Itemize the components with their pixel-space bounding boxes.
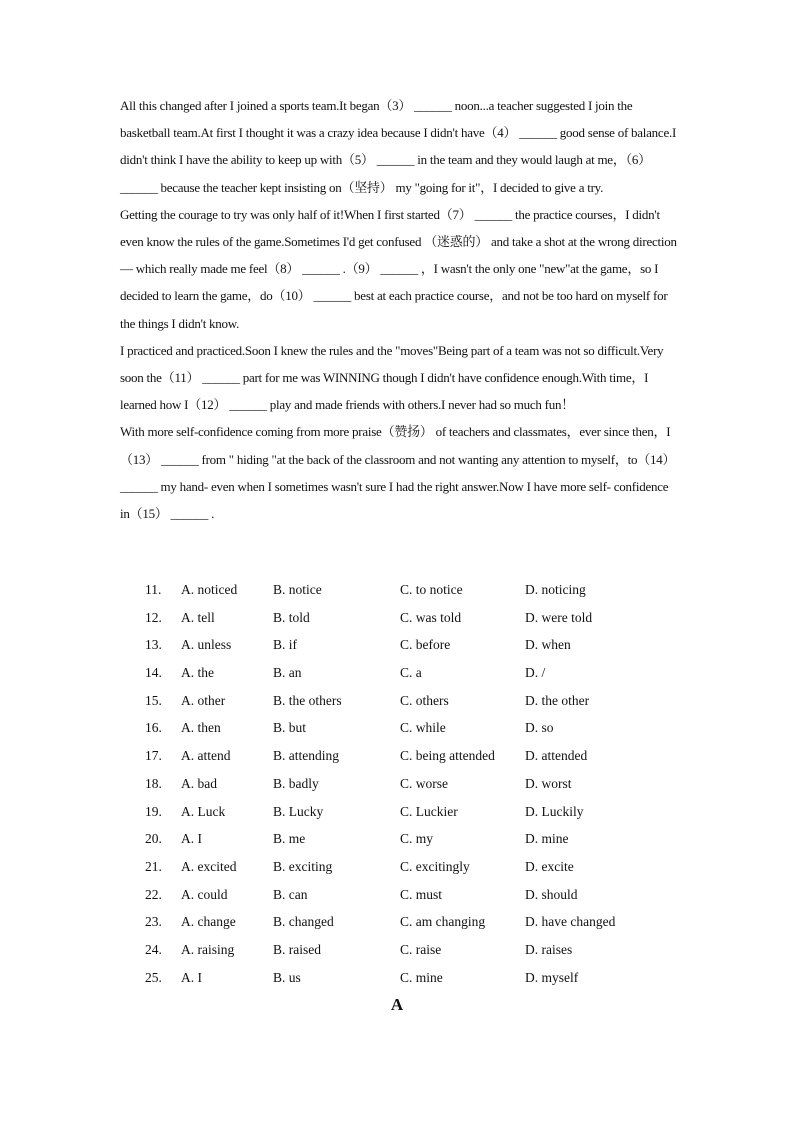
question-number: 24. xyxy=(145,941,162,957)
option-c: C. to notice xyxy=(400,582,463,597)
option-c: C. raise xyxy=(400,941,442,957)
question-row xyxy=(145,631,705,659)
option-d: D. worst xyxy=(525,775,572,791)
option-d: D. Luckily xyxy=(525,803,584,819)
option-d: D. were told xyxy=(525,609,593,625)
option-c: C. a xyxy=(400,665,422,681)
option-a: A. raising xyxy=(181,941,235,957)
reading-passage xyxy=(120,92,680,527)
option-c: C. while xyxy=(400,720,446,736)
option-a: A. other xyxy=(181,692,226,708)
option-c: C. am changing xyxy=(400,914,486,930)
option-b: B. me xyxy=(273,831,306,847)
question-row xyxy=(145,825,705,853)
option-b: B. badly xyxy=(273,775,319,791)
question-number: 25. xyxy=(145,969,162,985)
question-number: 22. xyxy=(145,886,162,902)
question-number: 11. xyxy=(145,582,162,597)
option-d: D. the other xyxy=(525,692,590,708)
question-row xyxy=(145,742,705,770)
option-d: D. attended xyxy=(525,748,588,764)
option-a: A. I xyxy=(181,969,202,985)
option-a: A. then xyxy=(181,720,221,736)
option-a: A. tell xyxy=(181,609,215,625)
question-number: 18. xyxy=(145,775,162,791)
option-c: C. before xyxy=(400,637,451,653)
option-d: D. have changed xyxy=(525,914,616,930)
question-row xyxy=(145,770,705,798)
question-row xyxy=(145,936,705,964)
option-a: A. change xyxy=(181,914,236,930)
question-number: 20. xyxy=(145,831,162,847)
option-d: D. raises xyxy=(525,941,573,957)
question-number: 14. xyxy=(145,665,162,681)
option-d: D. so xyxy=(525,720,554,736)
option-b: B. an xyxy=(273,665,302,681)
option-d: D. excite xyxy=(525,858,574,874)
question-number: 16. xyxy=(145,720,162,736)
question-row xyxy=(145,604,705,632)
question-number: 15. xyxy=(145,692,162,708)
option-b: B. Lucky xyxy=(273,803,324,819)
question-row xyxy=(145,714,705,742)
option-a: A. attend xyxy=(181,748,231,764)
passage-paragraph: I practiced and practiced.Soon I knew the rules and the "moves"Being part of a team was not so difficult.Very soon the（11） ______ part for me was WINNING though I didn't have confidence enough.With time，I learned how I（12） ______ play and made friends with others.I never had so much fun！ xyxy=(120,342,664,413)
question-row xyxy=(145,659,705,687)
question-row xyxy=(145,853,705,881)
option-b: B. exciting xyxy=(273,858,333,874)
option-b: B. us xyxy=(273,969,301,985)
option-b: B. told xyxy=(273,609,310,625)
option-c: C. was told xyxy=(400,609,462,625)
question-number: 13. xyxy=(145,637,162,653)
passage-paragraph: Getting the courage to try was only half of it!When I first started（7） ______ the practice courses，I didn't even know the rules of the game.Sometimes I'd get confused （迷惑的） and take a shot at the wrong direction — which really made me feel（8） ______ .（9） ______ ，I wasn't the only one "new"at the game，so I decided to learn the game，do（10） ______ best at each practice course，and not be too hard on myself for the things I didn't know. xyxy=(120,206,677,331)
option-a: A. Luck xyxy=(181,803,226,819)
option-b: B. but xyxy=(273,720,307,736)
option-b: B. the others xyxy=(273,692,342,708)
passage-paragraph: With more self-confidence coming from more praise（赞扬） of teachers and classmates，ever since then，I（13） ______ from " hiding "at the back of the classroom and not wanting any attention to myself，to（14） ______ my hand- even when I sometimes wasn't sure I had the right answer.Now I have more self- confidence in（15） ______ . xyxy=(120,424,676,522)
question-number: 12. xyxy=(145,609,162,625)
question-row xyxy=(145,881,705,909)
question-row xyxy=(145,798,705,826)
option-c: C. worse xyxy=(400,775,448,791)
question-row xyxy=(145,687,705,715)
option-c: C. mine xyxy=(400,969,443,985)
option-a: A. could xyxy=(181,886,228,902)
question-row xyxy=(145,964,705,992)
question-row xyxy=(145,908,705,936)
option-c: C. others xyxy=(400,692,449,708)
option-c: C. must xyxy=(400,886,443,902)
section-label: A xyxy=(390,995,404,1014)
question-number: 23. xyxy=(145,914,162,930)
option-a: A. I xyxy=(181,831,202,847)
option-d: D. mine xyxy=(525,831,569,847)
option-c: C. Luckier xyxy=(400,803,458,819)
option-b: B. raised xyxy=(273,941,321,957)
question-number: 17. xyxy=(145,748,162,764)
option-d: D. when xyxy=(525,637,571,653)
answer-options-list xyxy=(145,576,705,991)
option-d: D. noticing xyxy=(525,582,586,597)
question-number: 19. xyxy=(145,803,162,819)
question-row xyxy=(145,576,705,604)
option-b: B. can xyxy=(273,886,308,902)
option-b: B. if xyxy=(273,637,298,653)
option-c: C. excitingly xyxy=(400,858,470,874)
option-a: A. the xyxy=(181,665,214,681)
option-a: A. noticed xyxy=(181,582,238,597)
option-b: B. changed xyxy=(273,914,334,930)
option-a: A. bad xyxy=(181,775,217,791)
option-c: C. being attended xyxy=(400,748,495,764)
option-d: D. myself xyxy=(525,969,579,985)
option-a: A. excited xyxy=(181,858,237,874)
passage-paragraph: All this changed after I joined a sports team.It began（3） ______ noon...a teacher suggested I join the basketball team.At first I thought it was a crazy idea because I didn't have（4） ______ good sense of balance.I didn't think I have the ability to keep up with（5） ______ in the team and they would laugh at me，（6） ______ because the teacher kept insisting on（坚持） my "going for it"，I decided to give a try. xyxy=(120,98,677,195)
option-b: B. attending xyxy=(273,748,339,764)
question-number: 21. xyxy=(145,858,162,874)
option-a: A. unless xyxy=(181,637,232,653)
option-d: D. should xyxy=(525,886,578,902)
option-d: D. / xyxy=(525,665,546,681)
option-c: C. my xyxy=(400,831,434,847)
option-b: B. notice xyxy=(273,582,322,597)
